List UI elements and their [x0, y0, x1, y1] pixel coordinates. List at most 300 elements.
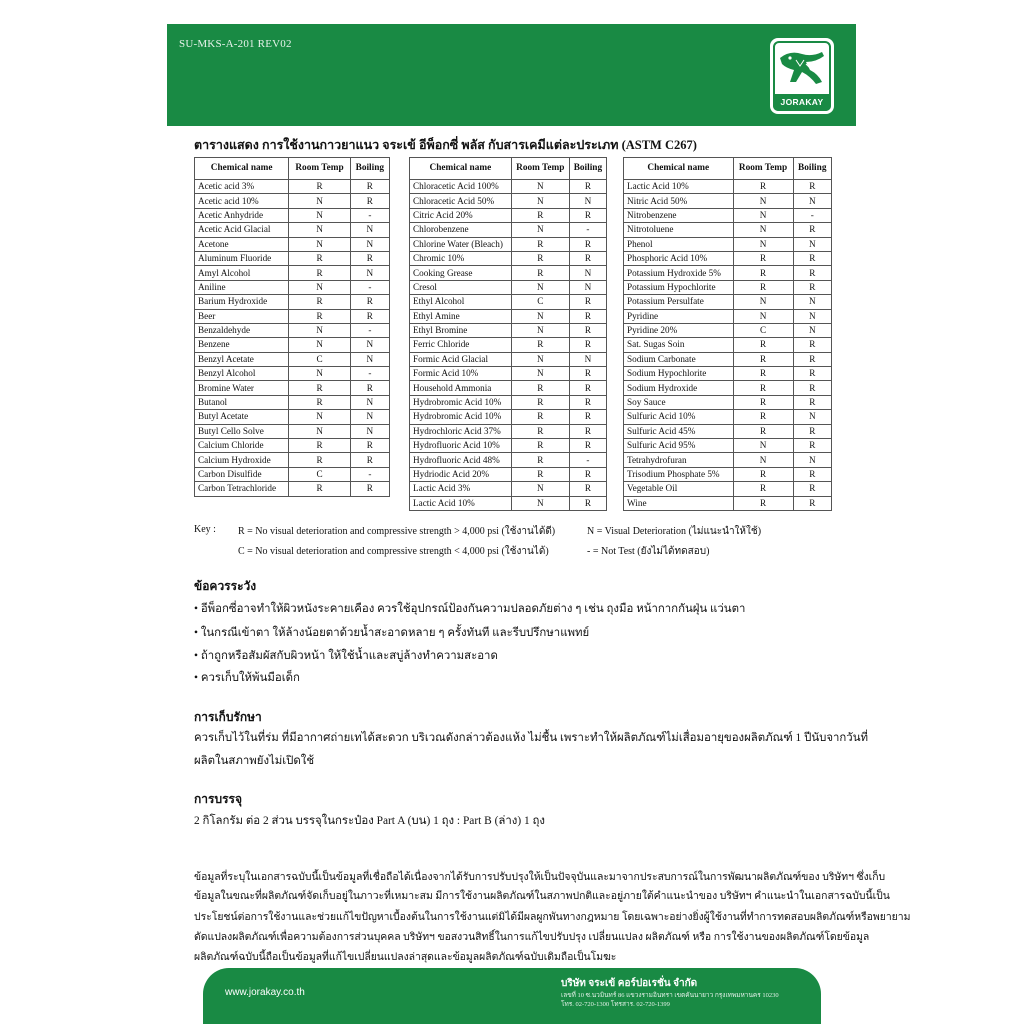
table-row [195, 439, 390, 453]
chemical-name-cell: Pyridine [624, 309, 734, 323]
chemical-name-cell: Citric Acid 20% [410, 208, 512, 222]
chemical-name-cell: Benzaldehyde [195, 323, 289, 337]
chemical-name-cell: Bromine Water [195, 381, 289, 395]
storage-line: ควรเก็บไว้ในที่ร่ม ที่มีอากาศถ่ายเทได้สะดวก บริเวณดังกล่าวต้องแห้ง ไม่ชื้น เพราะทำให้ผลิตภัณฑ์ไม่เสื่อมอายุของผลิตภัณฑ์ 1 ปีนับจากวันที่ [194, 732, 868, 744]
chemical-name-cell: Aluminum Fluoride [195, 251, 289, 265]
boiling-cell: R [793, 180, 831, 194]
room-temp-cell: N [511, 482, 569, 496]
boiling-cell: R [350, 482, 389, 496]
chemical-name-cell: Ferric Chloride [410, 338, 512, 352]
company-address: เลขที่ 10 ซ.นวมินทร์ 86 แขวงรามอินทรา เขตคันนายาว กรุงเทพมหานคร 10230 [561, 992, 779, 999]
table-row [624, 338, 832, 352]
chemical-name-cell: Tetrahydrofuran [624, 453, 734, 467]
disclaimer-line: ประโยชน์ต่อการใช้งานและช่วยแก้ไขปัญหาเบื้องต้นในการใช้งานแต่มิได้มีผลผูกพันทางกฎหมาย โดยเฉพาะอย่างยิ่งผู้ใช้งานที่ทำการทดสอบผลิตภัณฑ์หรือพยายาม [194, 912, 911, 923]
chemical-name-cell: Nitrotoluene [624, 223, 734, 237]
room-temp-cell: N [511, 309, 569, 323]
boiling-cell: R [350, 381, 389, 395]
table-row [195, 309, 390, 323]
chemical-name-cell: Cresol [410, 280, 512, 294]
room-temp-cell: R [733, 352, 793, 366]
table-row [195, 223, 390, 237]
chemical-name-cell: Hydrofluoric Acid 10% [410, 439, 512, 453]
packaging-text: 2 กิโลกรัม ต่อ 2 ส่วน บรรจุในกระป๋อง Part A (บน) 1 ถุง : Part B (ล่าง) 1 ถุง [194, 815, 545, 827]
table-row [410, 410, 607, 424]
table-row [624, 395, 832, 409]
boiling-cell: - [350, 208, 389, 222]
chemical-name-cell: Sulfuric Acid 95% [624, 439, 734, 453]
boiling-cell: N [569, 266, 606, 280]
room-temp-cell: R [733, 410, 793, 424]
table-row [624, 482, 832, 496]
room-temp-cell: R [511, 410, 569, 424]
boiling-cell: R [569, 410, 606, 424]
boiling-cell: N [350, 338, 389, 352]
room-temp-cell: N [289, 424, 350, 438]
chemical-name-cell: Butyl Cello Solve [195, 424, 289, 438]
chemical-name-cell: Amyl Alcohol [195, 266, 289, 280]
table-row [624, 309, 832, 323]
boiling-cell: R [793, 266, 831, 280]
room-temp-cell: R [733, 280, 793, 294]
chemical-name-cell: Barium Hydroxide [195, 295, 289, 309]
table-row [195, 482, 390, 496]
company-phone: โทร. 02-720-1300 โทรสาร. 02-720-1399 [561, 1001, 670, 1008]
boiling-cell: N [350, 395, 389, 409]
boiling-cell: N [793, 295, 831, 309]
key-c: C = No visual deterioration and compressive strength < 4,000 psi (ใช้งานได้) [238, 546, 549, 557]
table-row [624, 352, 832, 366]
key-r: R = No visual deterioration and compressive strength > 4,000 psi (ใช้งานได้ดี) [238, 526, 556, 537]
chemical-name-cell: Sat. Sugas Soin [624, 338, 734, 352]
boiling-cell: R [569, 323, 606, 337]
boiling-cell: R [569, 482, 606, 496]
room-temp-cell: N [289, 410, 350, 424]
header-chemical-name: Chemical name [195, 158, 289, 180]
room-temp-cell: N [289, 323, 350, 337]
room-temp-cell: R [511, 467, 569, 481]
boiling-cell: R [793, 223, 831, 237]
disclaimer-line: ดัดแปลงผลิตภัณฑ์เพื่อความต้องการส่วนบุคคล บริษัทฯ ขอสงวนสิทธิ์ในการแก้ไขปรับปรุง เปลี่ยนแปลง ผลิตภัณฑ์ หรือ การใช้งานของผลิตภัณฑ์โดยข้อมูล [194, 932, 870, 943]
header-boiling: Boiling [793, 158, 831, 180]
document-code: SU-MKS-A-201 REV02 [179, 38, 292, 50]
room-temp-cell: N [511, 352, 569, 366]
chemical-name-cell: Household Ammonia [410, 381, 512, 395]
chemical-name-cell: Hydriodic Acid 20% [410, 467, 512, 481]
chemical-name-cell: Beer [195, 309, 289, 323]
boiling-cell: N [569, 352, 606, 366]
room-temp-cell: C [733, 323, 793, 337]
logo-brand-text: JORAKAY [773, 94, 831, 111]
chemical-name-cell: Pyridine 20% [624, 323, 734, 337]
table-row [624, 410, 832, 424]
table-row [410, 439, 607, 453]
boiling-cell: N [350, 410, 389, 424]
room-temp-cell: R [733, 424, 793, 438]
header-boiling: Boiling [350, 158, 389, 180]
boiling-cell: R [569, 208, 606, 222]
room-temp-cell: C [289, 467, 350, 481]
boiling-cell: R [793, 338, 831, 352]
table-row [624, 367, 832, 381]
chemical-name-cell: Acetic acid 3% [195, 180, 289, 194]
room-temp-cell: R [733, 367, 793, 381]
chemical-name-cell: Chloracetic Acid 50% [410, 194, 512, 208]
chemical-name-cell: Sodium Hypochlorite [624, 367, 734, 381]
room-temp-cell: R [733, 395, 793, 409]
disclaimer-line: ข้อมูลในขณะที่ผลิตภัณฑ์จัดเก็บอยู่ในภาวะที่เหมาะสม มีการใช้งานผลิตภัณฑ์ในสภาพปกติและอยู่ภายใต้คำแนะนำของ บริษัทฯ คำแนะนำในเอกสารฉบับนี้เป็น [194, 891, 890, 902]
table-row [195, 280, 390, 294]
boiling-cell: N [569, 194, 606, 208]
chemical-name-cell: Ethyl Amine [410, 309, 512, 323]
storage-heading: การเก็บรักษา [194, 710, 262, 724]
chemical-name-cell: Carbon Disulfide [195, 467, 289, 481]
boiling-cell: N [569, 280, 606, 294]
room-temp-cell: R [289, 295, 350, 309]
room-temp-cell: R [289, 482, 350, 496]
room-temp-cell: R [289, 395, 350, 409]
table-row [195, 453, 390, 467]
chemical-name-cell: Lactic Acid 10% [624, 180, 734, 194]
room-temp-cell: N [289, 367, 350, 381]
table-row [195, 323, 390, 337]
chemical-name-cell: Chlorobenzene [410, 223, 512, 237]
chemical-name-cell: Potassium Hydroxide 5% [624, 266, 734, 280]
chemical-name-cell: Cooking Grease [410, 266, 512, 280]
boiling-cell: R [569, 496, 606, 510]
room-temp-cell: R [289, 251, 350, 265]
chemical-name-cell: Acetone [195, 237, 289, 251]
boiling-cell: R [569, 424, 606, 438]
room-temp-cell: N [733, 453, 793, 467]
boiling-cell: N [350, 266, 389, 280]
boiling-cell: - [350, 467, 389, 481]
precaution-item: • ในกรณีเข้าตา ให้ล้างน้อยตาด้วยน้ำสะอาดหลาย ๆ ครั้งทันที และรีบปรึกษาแพทย์ [194, 627, 590, 639]
chemical-name-cell: Formic Acid 10% [410, 367, 512, 381]
room-temp-cell: R [511, 338, 569, 352]
jorakay-logo[interactable] [770, 38, 834, 114]
table-row [195, 395, 390, 409]
room-temp-cell: R [511, 251, 569, 265]
room-temp-cell: R [511, 424, 569, 438]
table-row [410, 295, 607, 309]
table-row [195, 295, 390, 309]
room-temp-cell: C [511, 295, 569, 309]
boiling-cell: R [569, 439, 606, 453]
chemical-name-cell: Acetic Anhydride [195, 208, 289, 222]
table-row [410, 237, 607, 251]
page-title: ตารางแสดง การใช้งานกาวยาแนว จระเข้ อีพ็อกซี่ พลัส กับสารเคมีแต่ละประเภท (ASTM C267) [194, 138, 697, 152]
boiling-cell: - [793, 208, 831, 222]
table-row [624, 439, 832, 453]
table-row [410, 223, 607, 237]
chemical-name-cell: Sodium Hydroxide [624, 381, 734, 395]
room-temp-cell: N [511, 180, 569, 194]
boiling-cell: - [569, 223, 606, 237]
boiling-cell: N [350, 237, 389, 251]
table-row [624, 323, 832, 337]
room-temp-cell: N [733, 194, 793, 208]
boiling-cell: R [793, 395, 831, 409]
precautions-heading: ข้อควรระวัง [194, 579, 257, 593]
chemical-name-cell: Acetic acid 10% [195, 194, 289, 208]
boiling-cell: R [793, 251, 831, 265]
chemical-name-cell: Butyl Acetate [195, 410, 289, 424]
table-row [410, 467, 607, 481]
boiling-cell: N [350, 424, 389, 438]
table-row [195, 194, 390, 208]
boiling-cell: N [793, 237, 831, 251]
room-temp-cell: R [511, 237, 569, 251]
boiling-cell: N [793, 453, 831, 467]
boiling-cell: R [569, 367, 606, 381]
chemical-name-cell: Potassium Hypochlorite [624, 280, 734, 294]
room-temp-cell: R [511, 381, 569, 395]
company-name: บริษัท จระเข้ คอร์ปอเรชั่น จำกัด [561, 978, 698, 989]
table-header-row [410, 158, 607, 180]
room-temp-cell: R [733, 251, 793, 265]
boiling-cell: N [793, 194, 831, 208]
boiling-cell: R [793, 467, 831, 481]
table-row [195, 410, 390, 424]
chemical-name-cell: Chlorine Water (Bleach) [410, 237, 512, 251]
boiling-cell: R [793, 424, 831, 438]
boiling-cell: - [569, 453, 606, 467]
room-temp-cell: R [289, 266, 350, 280]
chemical-name-cell: Potassium Persulfate [624, 295, 734, 309]
room-temp-cell: N [289, 280, 350, 294]
boiling-cell: R [793, 352, 831, 366]
room-temp-cell: N [289, 223, 350, 237]
boiling-cell: R [569, 237, 606, 251]
table-header-row [195, 158, 390, 180]
room-temp-cell: N [511, 496, 569, 510]
room-temp-cell: R [511, 395, 569, 409]
room-temp-cell: N [733, 208, 793, 222]
room-temp-cell: R [733, 482, 793, 496]
boiling-cell: R [793, 367, 831, 381]
header-room-temp: Room Temp [733, 158, 793, 180]
boiling-cell: R [569, 180, 606, 194]
chemical-name-cell: Sulfuric Acid 10% [624, 410, 734, 424]
room-temp-cell: N [733, 309, 793, 323]
room-temp-cell: N [511, 280, 569, 294]
chemical-name-cell: Sulfuric Acid 45% [624, 424, 734, 438]
chemical-name-cell: Hydrobromic Acid 10% [410, 395, 512, 409]
header-chemical-name: Chemical name [410, 158, 512, 180]
table-row [195, 208, 390, 222]
header-room-temp: Room Temp [289, 158, 350, 180]
table-row [410, 424, 607, 438]
header-room-temp: Room Temp [511, 158, 569, 180]
room-temp-cell: R [289, 180, 350, 194]
room-temp-cell: N [511, 194, 569, 208]
room-temp-cell: R [511, 439, 569, 453]
table-row [410, 266, 607, 280]
boiling-cell: R [793, 482, 831, 496]
table-row [624, 424, 832, 438]
boiling-cell: R [793, 381, 831, 395]
boiling-cell: - [350, 280, 389, 294]
chemical-name-cell: Aniline [195, 280, 289, 294]
chemical-name-cell: Chloracetic Acid 100% [410, 180, 512, 194]
chemical-name-cell: Nitric Acid 50% [624, 194, 734, 208]
table-row [624, 180, 832, 194]
table-row [195, 338, 390, 352]
chemical-name-cell: Benzyl Alcohol [195, 367, 289, 381]
chemical-name-cell: Lactic Acid 3% [410, 482, 512, 496]
chemical-name-cell: Acetic Acid Glacial [195, 223, 289, 237]
table-row [410, 280, 607, 294]
header-chemical-name: Chemical name [624, 158, 734, 180]
room-temp-cell: R [511, 453, 569, 467]
table-row [624, 496, 832, 510]
table-header-row [624, 158, 832, 180]
table-row [624, 208, 832, 222]
room-temp-cell: N [733, 439, 793, 453]
packaging-heading: การบรรจุ [194, 792, 242, 806]
table-row [410, 482, 607, 496]
chemical-name-cell: Soy Sauce [624, 395, 734, 409]
chemical-name-cell: Benzyl Acetate [195, 352, 289, 366]
table-row [410, 352, 607, 366]
room-temp-cell: C [289, 352, 350, 366]
chemical-name-cell: Ethyl Alcohol [410, 295, 512, 309]
chemical-table-1 [194, 157, 390, 497]
table-row [195, 237, 390, 251]
precaution-item: • ควรเก็บให้พ้นมือเด็ก [194, 672, 300, 684]
room-temp-cell: R [289, 309, 350, 323]
room-temp-cell: N [511, 367, 569, 381]
table-row [410, 453, 607, 467]
chemical-name-cell: Hydrochloric Acid 37% [410, 424, 512, 438]
website-link[interactable]: www.jorakay.co.th [225, 987, 305, 998]
room-temp-cell: N [289, 338, 350, 352]
boiling-cell: R [569, 381, 606, 395]
table-row [195, 352, 390, 366]
key-dash: - = Not Test (ยังไม่ได้ทดสอบ) [587, 546, 710, 557]
boiling-cell: R [793, 439, 831, 453]
chemical-table-3 [623, 157, 832, 511]
boiling-cell: R [569, 251, 606, 265]
boiling-cell: N [350, 352, 389, 366]
header-banner [167, 24, 856, 126]
boiling-cell: R [569, 295, 606, 309]
chemical-table-2 [409, 157, 607, 511]
boiling-cell: R [350, 194, 389, 208]
room-temp-cell: N [733, 237, 793, 251]
boiling-cell: R [569, 395, 606, 409]
table-row [410, 381, 607, 395]
crocodile-icon [776, 46, 828, 90]
table-row [624, 194, 832, 208]
room-temp-cell: R [289, 453, 350, 467]
boiling-cell: - [350, 323, 389, 337]
chemical-name-cell: Chromic 10% [410, 251, 512, 265]
key-n: N = Visual Deterioration (ไม่แนะนำให้ใช้) [587, 526, 762, 537]
room-temp-cell: R [733, 338, 793, 352]
table-row [410, 395, 607, 409]
chemical-name-cell: Hydrofluoric Acid 48% [410, 453, 512, 467]
precaution-item: • อีพ็อกซี่อาจทำให้ผิวหนังระคายเคือง ควรใช้อุปกรณ์ป้องกันความปลอดภัยต่าง ๆ เช่น ถุงมือ หน้ากากกันฝุ่น แว่นตา [194, 603, 746, 615]
room-temp-cell: R [289, 381, 350, 395]
boiling-cell: R [569, 338, 606, 352]
table-row [624, 251, 832, 265]
table-row [624, 280, 832, 294]
boiling-cell: R [793, 496, 831, 510]
footer-bar [203, 968, 821, 1024]
chemical-name-cell: Hydrobromic Acid 10% [410, 410, 512, 424]
precaution-item: • ถ้าถูกหรือสัมผัสกับผิวหน้า ให้ใช้น้ำและสบู่ล้างทำความสะอาด [194, 650, 498, 662]
chemical-name-cell: Formic Acid Glacial [410, 352, 512, 366]
chemical-name-cell: Lactic Acid 10% [410, 496, 512, 510]
chemical-name-cell: Sodium Carbonate [624, 352, 734, 366]
chemical-name-cell: Trisodium Phosphate 5% [624, 467, 734, 481]
boiling-cell: N [793, 309, 831, 323]
boiling-cell: R [350, 180, 389, 194]
room-temp-cell: R [733, 381, 793, 395]
room-temp-cell: N [511, 323, 569, 337]
table-row [195, 180, 390, 194]
header-boiling: Boiling [569, 158, 606, 180]
boiling-cell: - [350, 367, 389, 381]
key-label: Key : [194, 524, 216, 535]
chemical-name-cell: Wine [624, 496, 734, 510]
table-row [410, 180, 607, 194]
table-row [624, 266, 832, 280]
chemical-name-cell: Carbon Tetrachloride [195, 482, 289, 496]
chemical-name-cell: Calcium Chloride [195, 439, 289, 453]
table-row [624, 295, 832, 309]
room-temp-cell: N [733, 295, 793, 309]
table-row [410, 496, 607, 510]
room-temp-cell: R [289, 439, 350, 453]
room-temp-cell: N [289, 237, 350, 251]
disclaimer-line: ข้อมูลที่ระบุในเอกสารฉบับนี้เป็นข้อมูลที่เชื่อถือได้เนื่องจากได้รับการปรับปรุงให้เป็นปัจจุบันและมาจากประสบการณ์ในการพัฒนาผลิตภัณฑ์ของ บริษัทฯ ซึ่งเก็บ [194, 872, 886, 883]
room-temp-cell: R [733, 180, 793, 194]
boiling-cell: N [793, 323, 831, 337]
room-temp-cell: R [511, 208, 569, 222]
table-row [410, 208, 607, 222]
room-temp-cell: N [289, 208, 350, 222]
table-row [410, 367, 607, 381]
boiling-cell: R [793, 280, 831, 294]
table-row [195, 266, 390, 280]
chemical-name-cell: Ethyl Bromine [410, 323, 512, 337]
chemical-name-cell: Nitrobenzene [624, 208, 734, 222]
boiling-cell: R [350, 295, 389, 309]
table-row [195, 367, 390, 381]
boiling-cell: R [350, 453, 389, 467]
boiling-cell: R [350, 309, 389, 323]
chemical-name-cell: Benzene [195, 338, 289, 352]
boiling-cell: N [350, 223, 389, 237]
disclaimer-line: ผลิตภัณฑ์ฉบับนี้ถือเป็นข้อมูลที่แก้ไขเปลี่ยนแปลงล่าสุดและข้อมูลผลิตภัณฑ์ฉบับเดิมถือเป็นโมฆะ [194, 952, 617, 963]
room-temp-cell: R [733, 467, 793, 481]
room-temp-cell: R [511, 266, 569, 280]
table-row [624, 467, 832, 481]
chemical-name-cell: Calcium Hydroxide [195, 453, 289, 467]
boiling-cell: R [569, 309, 606, 323]
table-row [410, 323, 607, 337]
room-temp-cell: R [733, 496, 793, 510]
room-temp-cell: N [289, 194, 350, 208]
boiling-cell: R [569, 467, 606, 481]
table-row [624, 381, 832, 395]
boiling-cell: R [350, 439, 389, 453]
table-row [195, 381, 390, 395]
table-row [410, 251, 607, 265]
table-row [624, 223, 832, 237]
